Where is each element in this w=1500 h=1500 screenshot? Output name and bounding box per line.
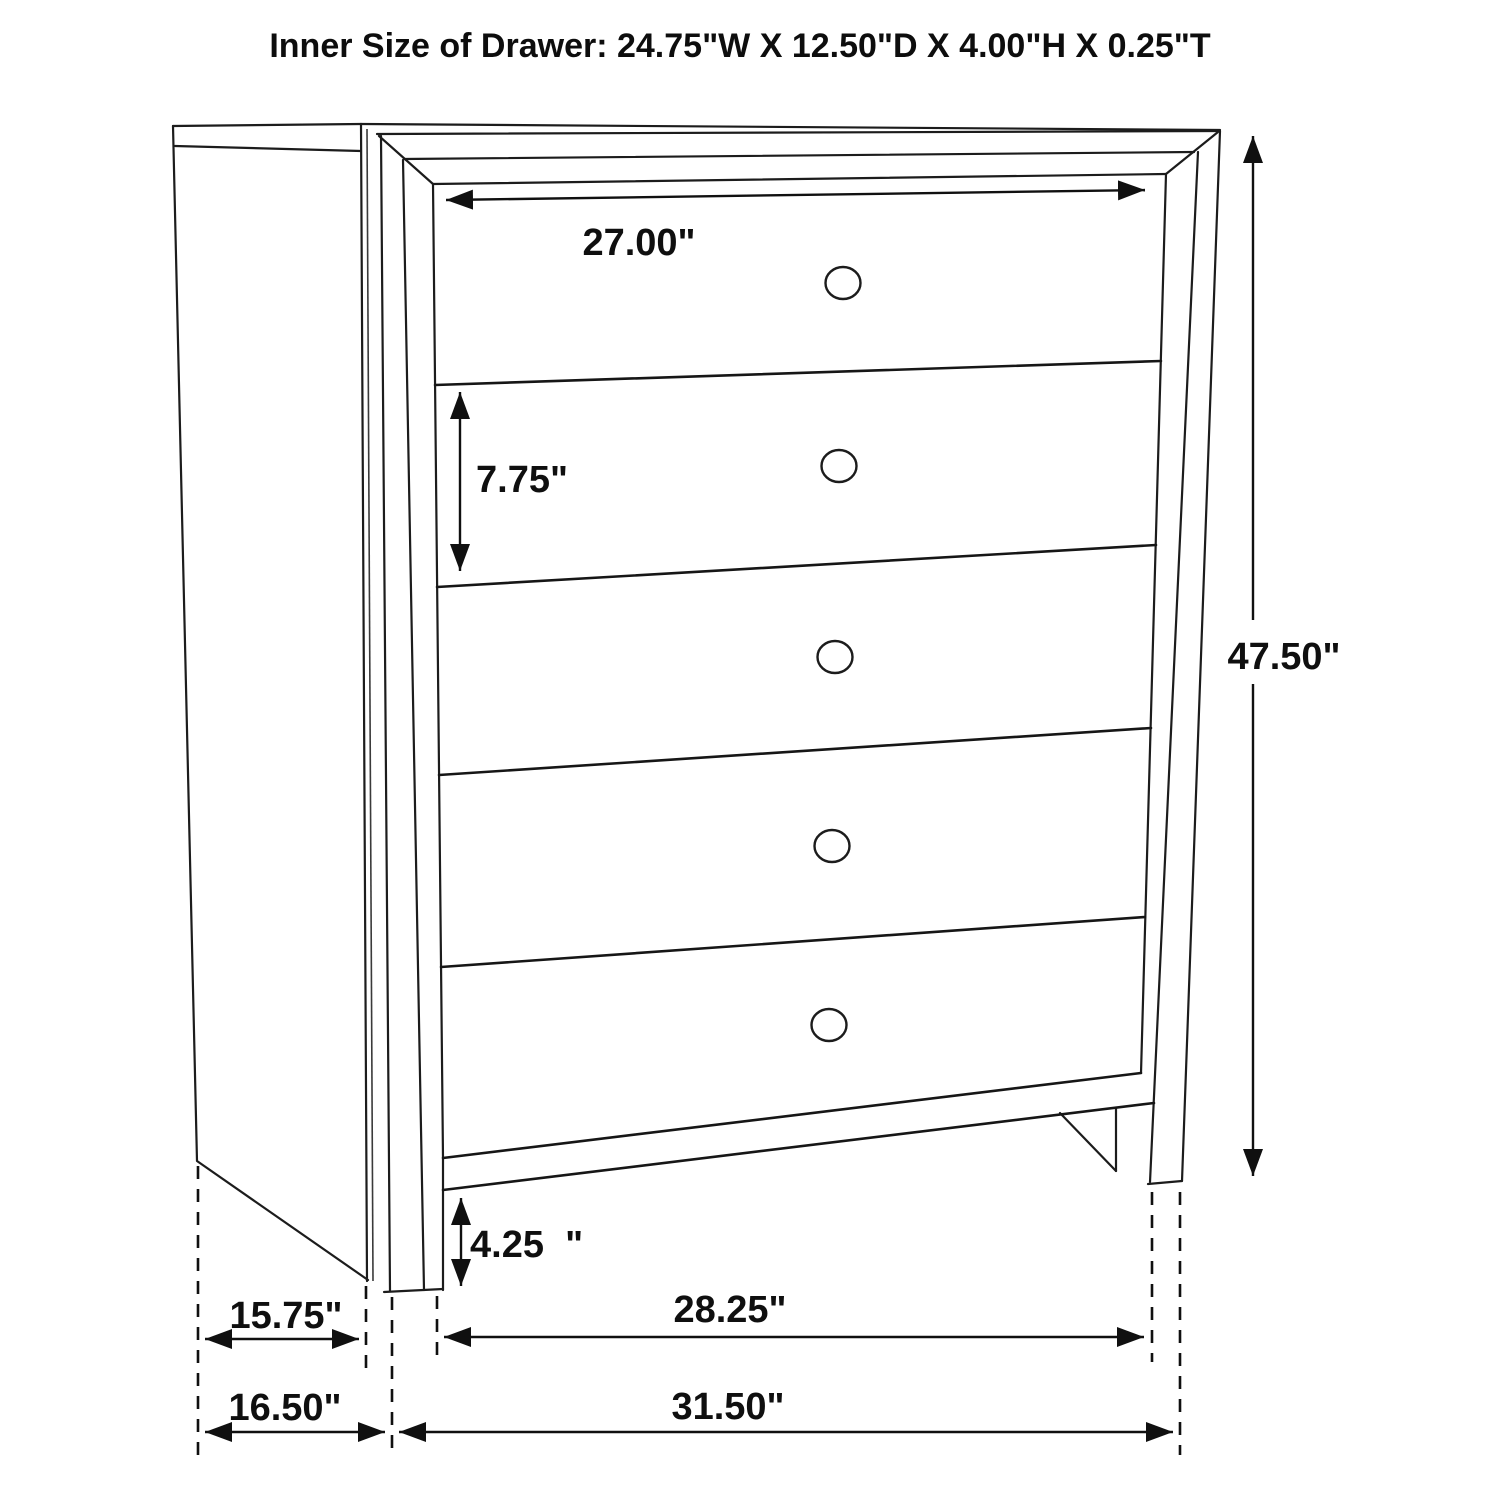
- right-leg-bracket-diagonal: [1060, 1113, 1116, 1171]
- side-panel-front-edge-inner: [367, 129, 373, 1281]
- side-panel-front-edge: [361, 124, 367, 1281]
- drawer-knob-1: [826, 267, 861, 299]
- left-stile-inner-edge: [433, 184, 443, 1290]
- chest-side-panel: [173, 124, 373, 1281]
- bottom-rail-top-edge: [443, 1073, 1141, 1158]
- left-stile-outer-edge: [381, 136, 390, 1291]
- side-panel-top-band: [175, 146, 361, 151]
- drawer-knob-2: [822, 450, 857, 482]
- dim-label-drawer-height: 7.75": [476, 459, 568, 501]
- drawer-divider-2: [437, 545, 1156, 587]
- drawer-divider-3: [439, 728, 1151, 775]
- top-bevel-corner-left: [379, 136, 433, 184]
- dim-label-overall-height: 47.50": [1227, 636, 1341, 678]
- dim-label-overall-width: 31.50": [671, 1386, 785, 1428]
- drawer-opening-top-edge: [433, 174, 1166, 184]
- top-bevel-band: [404, 152, 1194, 159]
- side-panel-top-edge: [173, 124, 361, 126]
- drawer-knobs: [812, 267, 861, 1041]
- dim-label-leg-height: 4.25 ": [470, 1224, 584, 1266]
- top-front-edge: [377, 131, 1219, 134]
- drawer-divider-4: [441, 917, 1145, 967]
- chest-right-stile: [1060, 131, 1220, 1184]
- dim-label-top-side-depth: 15.75": [229, 1295, 343, 1337]
- chest-left-stile: [381, 136, 443, 1292]
- drawer-knob-4: [815, 830, 850, 862]
- top-rear-edge: [361, 124, 1220, 130]
- drawer-divider-1: [435, 361, 1161, 385]
- left-stile-band: [403, 160, 424, 1290]
- bottom-rail-bottom-edge: [443, 1103, 1154, 1190]
- right-leg-bottom: [1148, 1181, 1182, 1184]
- right-outer-edge: [1182, 131, 1220, 1181]
- dimension-labels: [228, 222, 1340, 1429]
- drawer-knob-5: [812, 1009, 847, 1041]
- dim-label-opening-width: 27.00": [582, 222, 696, 264]
- side-panel-left-and-bottom-edge: [173, 126, 368, 1280]
- dim-label-overall-depth: 16.50": [228, 1387, 342, 1429]
- dim-label-base-inner-width: 28.25": [673, 1289, 787, 1331]
- right-stile-band: [1150, 152, 1198, 1182]
- drawer-knob-3: [818, 641, 853, 673]
- diagram-title: Inner Size of Drawer: 24.75"W X 12.50"D X 4.00"H X 0.25"T: [269, 27, 1211, 65]
- left-leg-bottom: [384, 1289, 443, 1292]
- chest-top: [361, 124, 1220, 184]
- dim-arrow-opening-width: [446, 190, 1145, 200]
- chest-drawing: [173, 124, 1220, 1292]
